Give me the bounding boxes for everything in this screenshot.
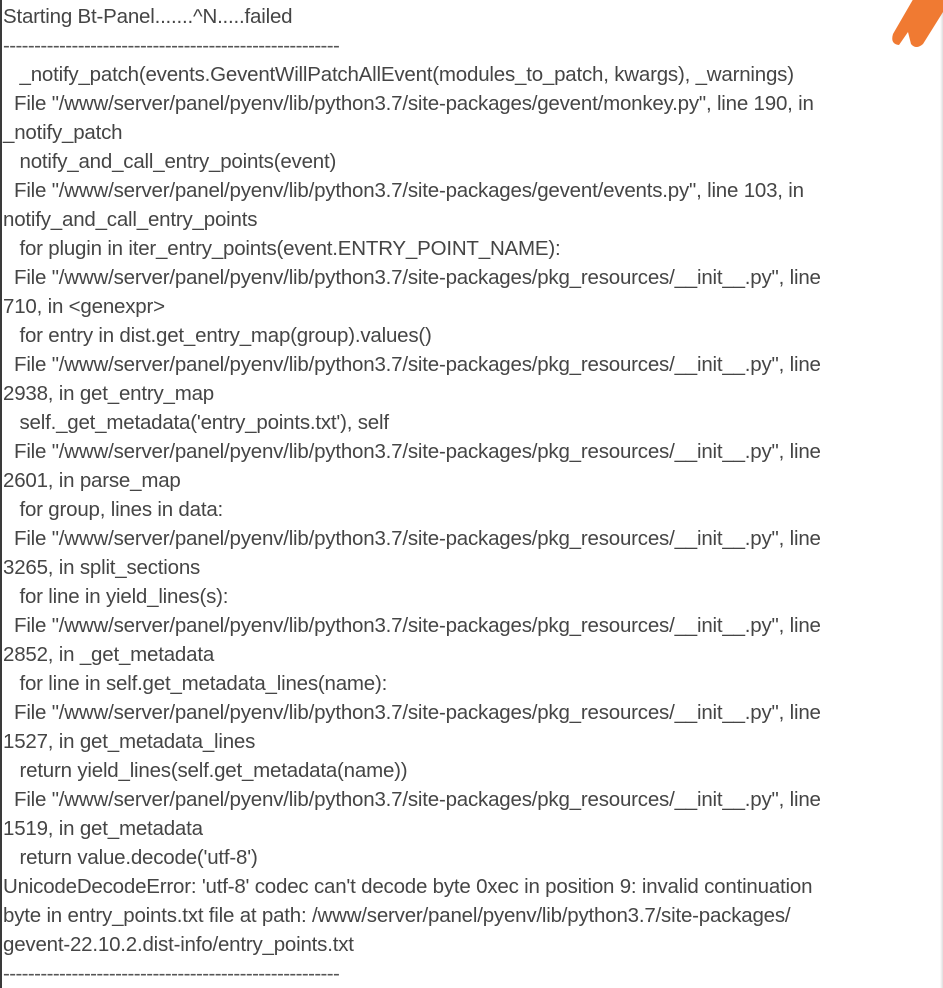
traceback-line: 1527, in get_metadata_lines (3, 730, 256, 753)
traceback-line: for line in yield_lines(s): (3, 585, 229, 608)
traceback-line: File "/www/server/panel/pyenv/lib/python3.7/site-packages/pkg_resources/__init__.py", line (3, 701, 821, 724)
traceback-line: return yield_lines(self.get_metadata(name)) (3, 759, 408, 782)
orange-annotation-stroke-icon (863, 0, 943, 52)
traceback-line: for group, lines in data: (3, 498, 224, 521)
traceback-line: File "/www/server/panel/pyenv/lib/python3.7/site-packages/pkg_resources/__init__.py", line (3, 266, 821, 289)
traceback-line: File "/www/server/panel/pyenv/lib/python3.7/site-packages/pkg_resources/__init__.py", line (3, 353, 821, 376)
traceback-line: _notify_patch (3, 121, 123, 144)
traceback-line: notify_and_call_entry_points (3, 208, 258, 231)
traceback-line: for entry in dist.get_entry_map(group).values() (3, 324, 432, 347)
traceback-line: for line in self.get_metadata_lines(name): (3, 672, 388, 695)
terminal-divider-bottom: ------------------------------------------------------ (3, 962, 340, 985)
traceback-line: File "/www/server/panel/pyenv/lib/python3.7/site-packages/gevent/monkey.py", line 190, in (3, 92, 814, 115)
left-edge-border (0, 0, 2, 988)
traceback-line: self._get_metadata('entry_points.txt'), self (3, 411, 389, 434)
traceback-line: 3265, in split_sections (3, 556, 201, 579)
traceback-line: File "/www/server/panel/pyenv/lib/python3.7/site-packages/pkg_resources/__init__.py", line (3, 614, 821, 637)
traceback-line: _notify_patch(events.GeventWillPatchAllEvent(modules_to_patch, kwargs), _warnings) (3, 63, 794, 86)
traceback-line: 2852, in _get_metadata (3, 643, 215, 666)
terminal-divider-top: ------------------------------------------------------ (3, 34, 340, 57)
traceback-line: File "/www/server/panel/pyenv/lib/python3.7/site-packages/pkg_resources/__init__.py", line (3, 440, 821, 463)
traceback-line: 2601, in parse_map (3, 469, 181, 492)
error-message-line: UnicodeDecodeError: 'utf-8' codec can't decode byte 0xec in position 9: invalid continuation (3, 875, 813, 898)
traceback-line: File "/www/server/panel/pyenv/lib/python3.7/site-packages/gevent/events.py", line 103, in (3, 179, 804, 202)
error-message-line: byte in entry_points.txt file at path: /www/server/panel/pyenv/lib/python3.7/site-packages/ (3, 904, 791, 927)
traceback-line: File "/www/server/panel/pyenv/lib/python3.7/site-packages/pkg_resources/__init__.py", line (3, 788, 821, 811)
terminal-line-status: Starting Bt-Panel.......^N.....failed (3, 5, 293, 28)
error-message-line: gevent-22.10.2.dist-info/entry_points.txt (3, 933, 354, 956)
traceback-line: 1519, in get_metadata (3, 817, 203, 840)
traceback-line: File "/www/server/panel/pyenv/lib/python3.7/site-packages/pkg_resources/__init__.py", line (3, 527, 821, 550)
traceback-line: 2938, in get_entry_map (3, 382, 215, 405)
traceback-line: for plugin in iter_entry_points(event.ENTRY_POINT_NAME): (3, 237, 561, 260)
traceback-line: return value.decode('utf-8') (3, 846, 258, 869)
traceback-line: notify_and_call_entry_points(event) (3, 150, 337, 173)
traceback-line: 710, in <genexpr> (3, 295, 165, 318)
